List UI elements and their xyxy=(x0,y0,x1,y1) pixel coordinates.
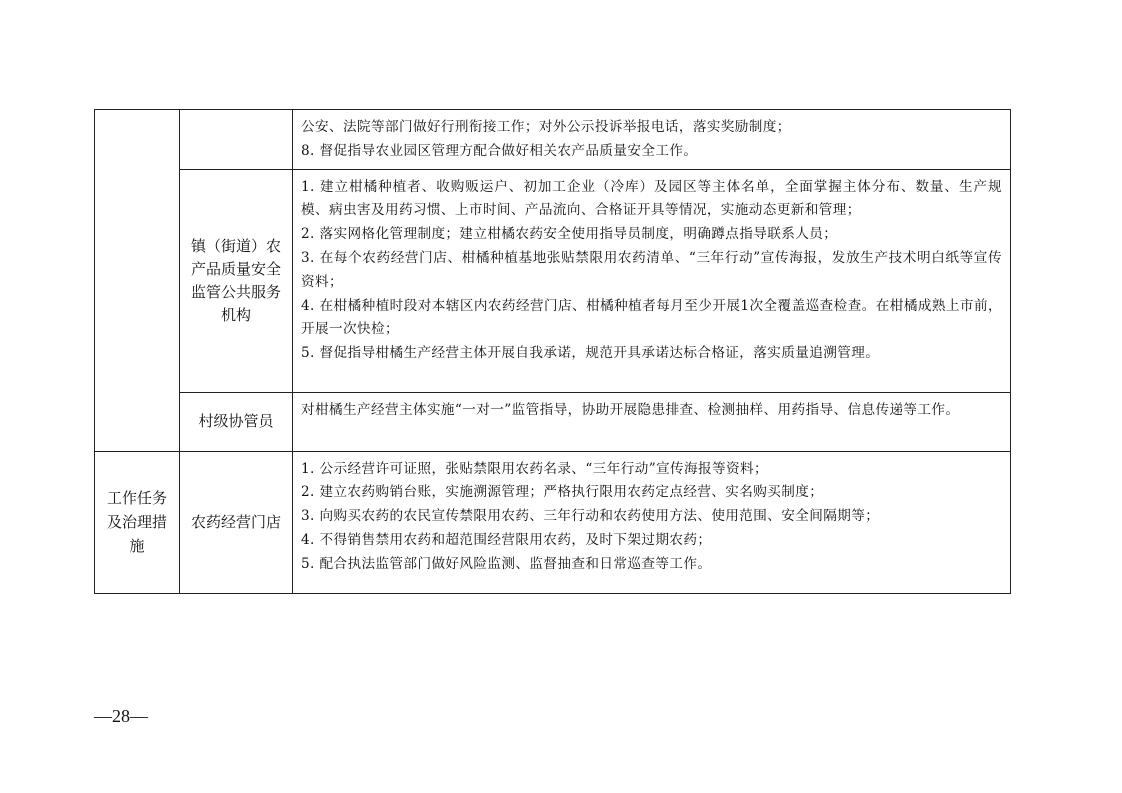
content-cell xyxy=(293,110,1011,170)
list-item: 4. 不得销售禁用农药和超范围经营限用农药，及时下架过期农药； xyxy=(301,531,712,548)
table-row xyxy=(95,392,1011,451)
list-item: 8. 督促指导农业园区管理方配合做好相关农产品质量安全工作。 xyxy=(301,142,698,159)
content-cell xyxy=(293,169,1011,392)
subject-cell-continued xyxy=(180,110,293,170)
subject-cell-village-coordinator: 村级协管员 xyxy=(180,392,293,451)
list-item: 1. 公示经营许可证照，张贴禁限用农药名录、“三年行动”宣传海报等资料； xyxy=(301,460,768,477)
table-row xyxy=(95,451,1011,593)
list-item: 5. 配合执法监管部门做好风险监测、监督抽查和日常巡查等工作。 xyxy=(301,555,712,572)
table-row xyxy=(95,169,1011,392)
subject-cell-township-agency: 镇（街道）农 产品质量安全 监管公共服务 机构 xyxy=(180,169,293,392)
category-cell-work-tasks: 工作任务 及治理措 施 xyxy=(95,451,180,593)
list-item: 5. 督促指导柑橘生产经营主体开展自我承诺，规范开具承诺达标合格证，落实质量追溯管理。 xyxy=(301,345,880,362)
list-item: 1. 建立柑橘种植者、收购贩运户、初加工企业（冷库）及园区等主体名单，全面掌握主体分布、数量、生产规模、病虫害及用药习惯、上市时间、产品流向、合格证开具等情况，实施动态更新和管理； xyxy=(301,178,1002,219)
list-item: 2. 建立农药购销台账，实施溯源管理；严格执行限用农药定点经营、实名购买制度； xyxy=(301,484,824,501)
page-number: —28— xyxy=(94,706,148,726)
table-row xyxy=(95,110,1011,170)
list-item: 3. 向购买农药的农民宣传禁限用农药、三年行动和农药使用方法、使用范围、安全间隔期等； xyxy=(301,508,880,525)
category-cell-continued xyxy=(95,110,180,452)
list-item: 对柑橘生产经营主体实施“一对一”监管指导，协助开展隐患排查、检测抽样、用药指导、信息传递等工作。 xyxy=(301,401,960,418)
content-cell xyxy=(293,451,1011,593)
list-item: 2. 落实网格化管理制度；建立柑橘农药安全使用指导员制度，明确蹲点指导联系人员； xyxy=(301,226,838,243)
list-item: 3. 在每个农药经营门店、柑橘种植基地张贴禁限用农药清单、“三年行动”宣传海报，发放生产技术明白纸等宣传资料； xyxy=(301,249,1002,290)
measures-table xyxy=(94,109,1011,594)
subject-cell-pesticide-stores: 农药经营门店 xyxy=(180,451,293,593)
content-cell xyxy=(293,392,1011,451)
list-item: 4. 在柑橘种植时段对本辖区内农药经营门店、柑橘种植者每月至少开展1次全覆盖巡查检查。在柑橘成熟上市前，开展一次快检； xyxy=(301,297,1002,338)
list-item: 公安、法院等部门做好行刑衔接工作；对外公示投诉举报电话，落实奖励制度； xyxy=(301,119,791,135)
